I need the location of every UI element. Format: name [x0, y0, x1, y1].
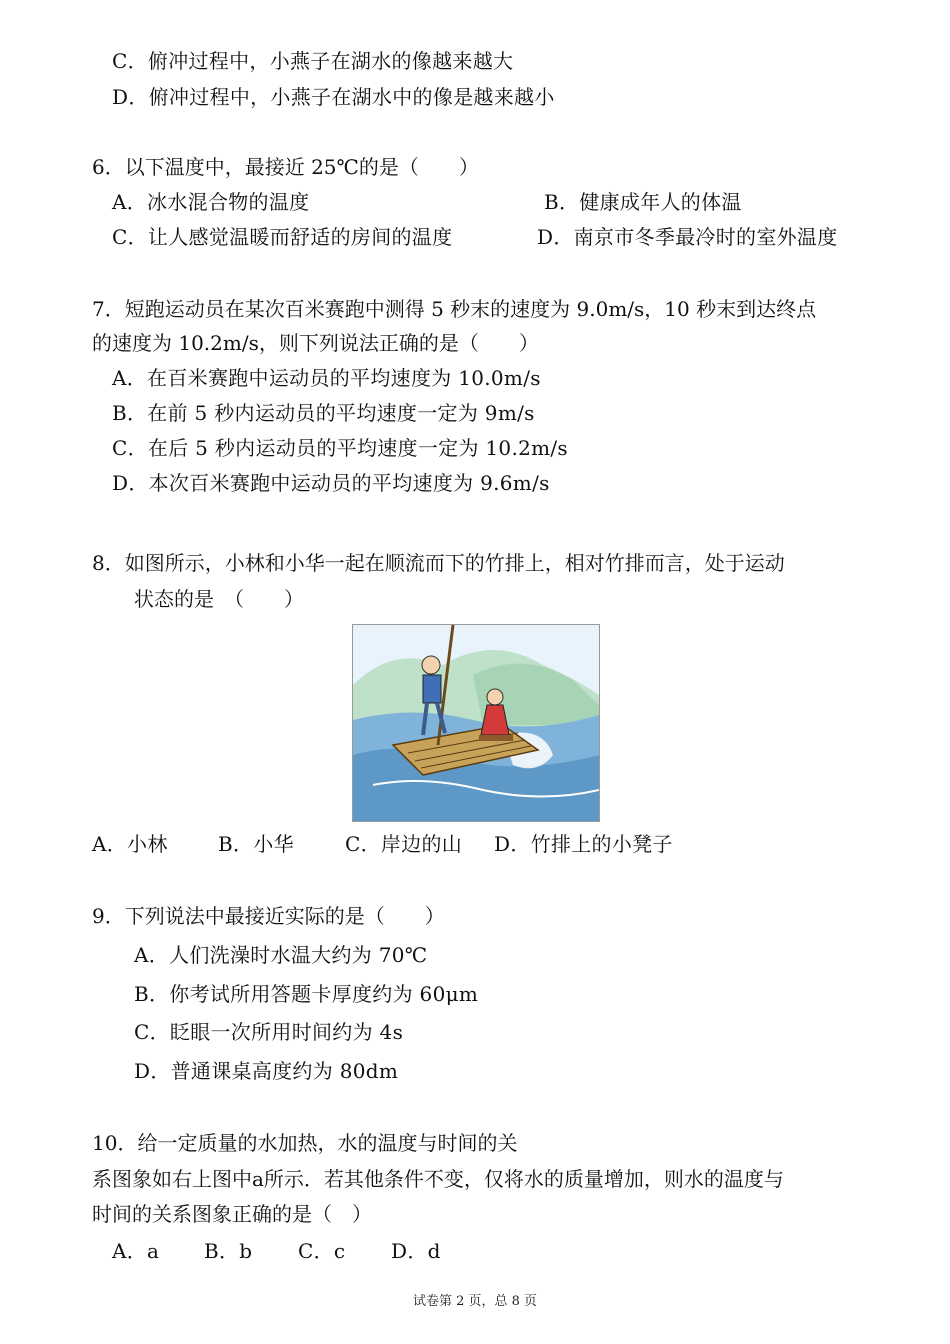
- q6-option-a: A．冰水混合物的温度: [112, 190, 310, 214]
- bamboo-raft-illustration: [352, 624, 600, 822]
- q6-stem: 6．以下温度中，最接近 25℃的是（ ）: [92, 155, 479, 179]
- q7-stem-line2: 的速度为 10.2m/s，则下列说法正确的是（ ）: [92, 331, 539, 355]
- q10-option-d: D．d: [391, 1239, 441, 1263]
- q9-option-d: D．普通课桌高度约为 80dm: [134, 1059, 399, 1083]
- q10-stem-line2: 系图象如右上图中a所示．若其他条件不变，仅将水的质量增加，则水的温度与: [92, 1167, 784, 1191]
- q9-option-a: A．人们洗澡时水温大约为 70℃: [134, 943, 428, 967]
- q6-option-d: D．南京市冬季最冷时的室外温度: [537, 225, 838, 249]
- q8-stem-line2: 状态的是 （ ）: [134, 587, 304, 611]
- q10-stem-line1: 10．给一定质量的水加热，水的温度与时间的关: [92, 1131, 518, 1155]
- q9-stem: 9．下列说法中最接近实际的是（ ）: [92, 904, 445, 928]
- q10-option-a: A．a: [112, 1239, 160, 1263]
- q7-option-c: C．在后 5 秒内运动员的平均速度一定为 10.2m/s: [112, 436, 568, 460]
- q7-option-a: A．在百米赛跑中运动员的平均速度为 10.0m/s: [112, 366, 541, 390]
- raft-drawing: [353, 625, 599, 821]
- q8-option-b: B．小华: [218, 832, 294, 856]
- q5-option-c: C．俯冲过程中，小燕子在湖水的像越来越大: [112, 49, 514, 73]
- q9-option-b: B．你考试所用答题卡厚度约为 60μm: [134, 982, 479, 1006]
- q8-option-c: C．岸边的山: [345, 832, 463, 856]
- q8-option-a: A．小林: [92, 832, 168, 856]
- q10-option-b: B．b: [204, 1239, 253, 1263]
- q7-option-d: D．本次百米赛跑中运动员的平均速度为 9.6m/s: [112, 471, 550, 495]
- q6-option-c: C．让人感觉温暖而舒适的房间的温度: [112, 225, 453, 249]
- page-footer: 试卷第 2 页，总 8 页: [412, 1294, 538, 1309]
- q5-option-d: D．俯冲过程中，小燕子在湖水中的像是越来越小: [112, 85, 555, 109]
- q8-option-d: D．竹排上的小凳子: [494, 832, 673, 856]
- q7-stem-line1: 7．短跑运动员在某次百米赛跑中测得 5 秒末的速度为 9.0m/s，10 秒末到达终点: [92, 297, 817, 321]
- q10-stem-line3: 时间的关系图象正确的是（ ）: [92, 1202, 372, 1226]
- q6-option-b: B．健康成年人的体温: [544, 190, 742, 214]
- q8-stem-line1: 8．如图所示，小林和小华一起在顺流而下的竹排上，相对竹排而言，处于运动: [92, 551, 785, 575]
- q7-option-b: B．在前 5 秒内运动员的平均速度一定为 9m/s: [112, 401, 535, 425]
- q10-option-c: C．c: [298, 1239, 346, 1263]
- q9-option-c: C．眨眼一次所用时间约为 4s: [134, 1020, 404, 1044]
